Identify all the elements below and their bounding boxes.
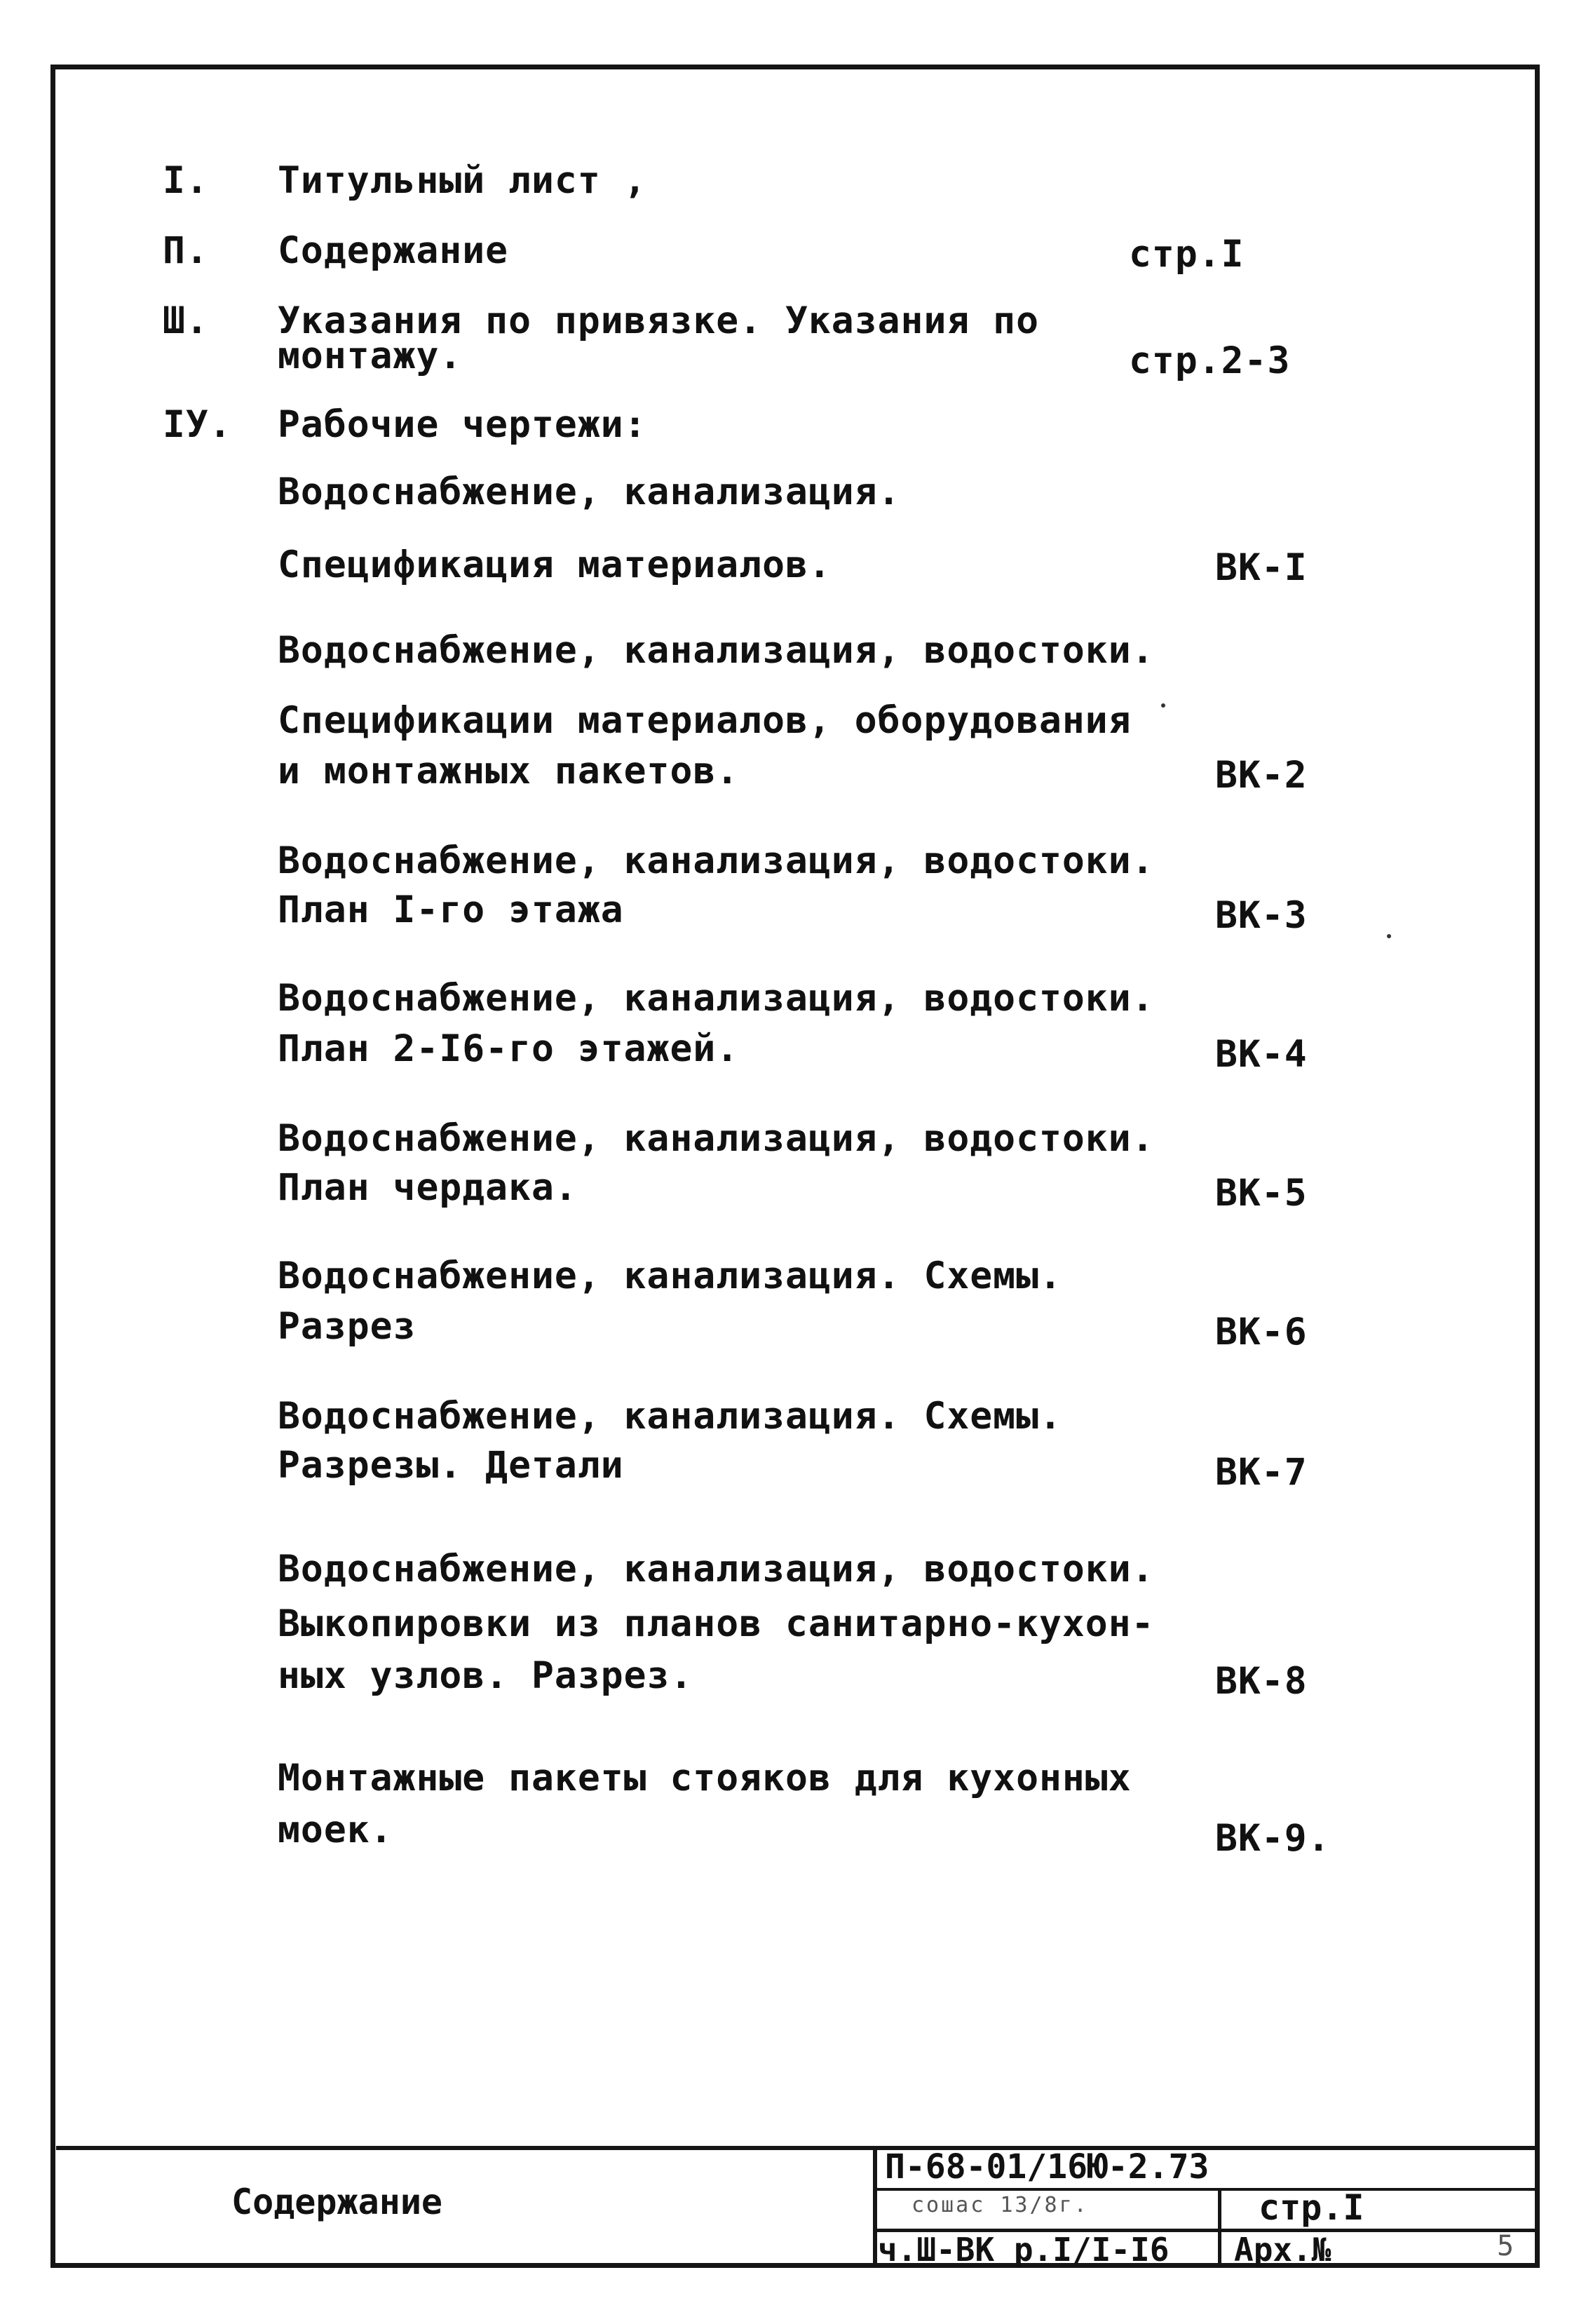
drawing-group-header: Водоснабжение, канализация, водостоки. <box>278 629 1155 672</box>
scan-speck <box>1387 934 1391 938</box>
toc-item-number: Ш. <box>163 299 209 342</box>
drawing-title: Водоснабжение, канализация, водостоки. <box>278 839 1155 882</box>
title-block-divider <box>873 2146 877 2266</box>
toc-item-page-ref: стр.2-3 <box>1129 339 1291 382</box>
drawing-title-continued: моек. <box>278 1809 393 1851</box>
drawing-code: ВК-5 <box>1215 1172 1308 1215</box>
drawing-code: ВК-9. <box>1215 1817 1331 1860</box>
toc-item-title: Титульный лист , <box>278 159 647 202</box>
toc-item-number: П. <box>163 229 209 272</box>
drawing-title: Водоснабжение, канализация. Схемы. <box>278 1255 1062 1297</box>
drawing-title: Спецификация материалов. <box>278 543 832 586</box>
drawing-title: Водоснабжение, канализация, водостоки. <box>278 1548 1155 1590</box>
drawing-title-continued: Выкопировки из планов санитарно-кухон- <box>278 1602 1155 1645</box>
drawing-title-continued: План чердака. <box>278 1166 578 1209</box>
drawing-code: ВК-8 <box>1215 1660 1308 1703</box>
drawing-title-continued: ных узлов. Разрез. <box>278 1654 693 1697</box>
title-block-divider <box>1218 2188 1221 2266</box>
drawing-title-continued: и монтажных пакетов. <box>278 750 740 792</box>
drawing-title-continued: План I-го этажа <box>278 889 624 931</box>
title-block-doc-code: П-68-01/16Ю-2.73 <box>885 2147 1209 2187</box>
title-block-border <box>56 2146 1536 2150</box>
title-block-archive-label: Арх.№ <box>1234 2231 1331 2269</box>
drawing-title-continued: Разрезы. Детали <box>278 1444 624 1487</box>
toc-item-title: Содержание <box>278 229 509 272</box>
title-block-name: Содержание <box>231 2182 443 2222</box>
toc-item-title-continued: монтажу. <box>278 335 463 377</box>
drawing-group-header: Водоснабжение, канализация. <box>278 471 901 513</box>
drawing-title: Спецификации материалов, оборудования <box>278 699 1132 742</box>
drawing-title: Водоснабжение, канализация, водостоки. <box>278 1117 1155 1160</box>
toc-item-title: Рабочие чертежи: <box>278 403 647 446</box>
title-block-archive-number: 5 <box>1497 2230 1517 2262</box>
title-block-sheet: стр.I <box>1259 2187 1364 2228</box>
drawing-title: Монтажные пакеты стояков для кухонных <box>278 1757 1132 1799</box>
title-block-stamp: сошас 13/8г. <box>911 2193 1089 2217</box>
drawing-code: ВК-3 <box>1215 894 1308 937</box>
toc-item-number: I. <box>163 159 209 202</box>
drawing-title: Водоснабжение, канализация, водостоки. <box>278 977 1155 1020</box>
page-frame <box>50 65 1540 2268</box>
drawing-code: ВК-7 <box>1215 1451 1308 1494</box>
title-block-section: ч.Ш-ВК р.I/I-I6 <box>878 2231 1170 2269</box>
title-block-divider <box>873 2188 1536 2191</box>
toc-item-title: Указания по привязке. Указания по <box>278 299 1039 342</box>
toc-item-number: IУ. <box>163 403 232 446</box>
drawing-code: ВК-4 <box>1215 1033 1308 1076</box>
drawing-code: ВК-2 <box>1215 754 1308 797</box>
drawing-title-continued: Разрез <box>278 1305 416 1348</box>
drawing-code: ВК-6 <box>1215 1311 1308 1353</box>
scan-speck <box>1161 703 1165 708</box>
drawing-title: Водоснабжение, канализация. Схемы. <box>278 1395 1062 1438</box>
toc-item-page-ref: стр.I <box>1129 233 1245 276</box>
drawing-title-continued: План 2-I6-го этажей. <box>278 1027 740 1070</box>
drawing-code: ВК-I <box>1215 546 1308 589</box>
